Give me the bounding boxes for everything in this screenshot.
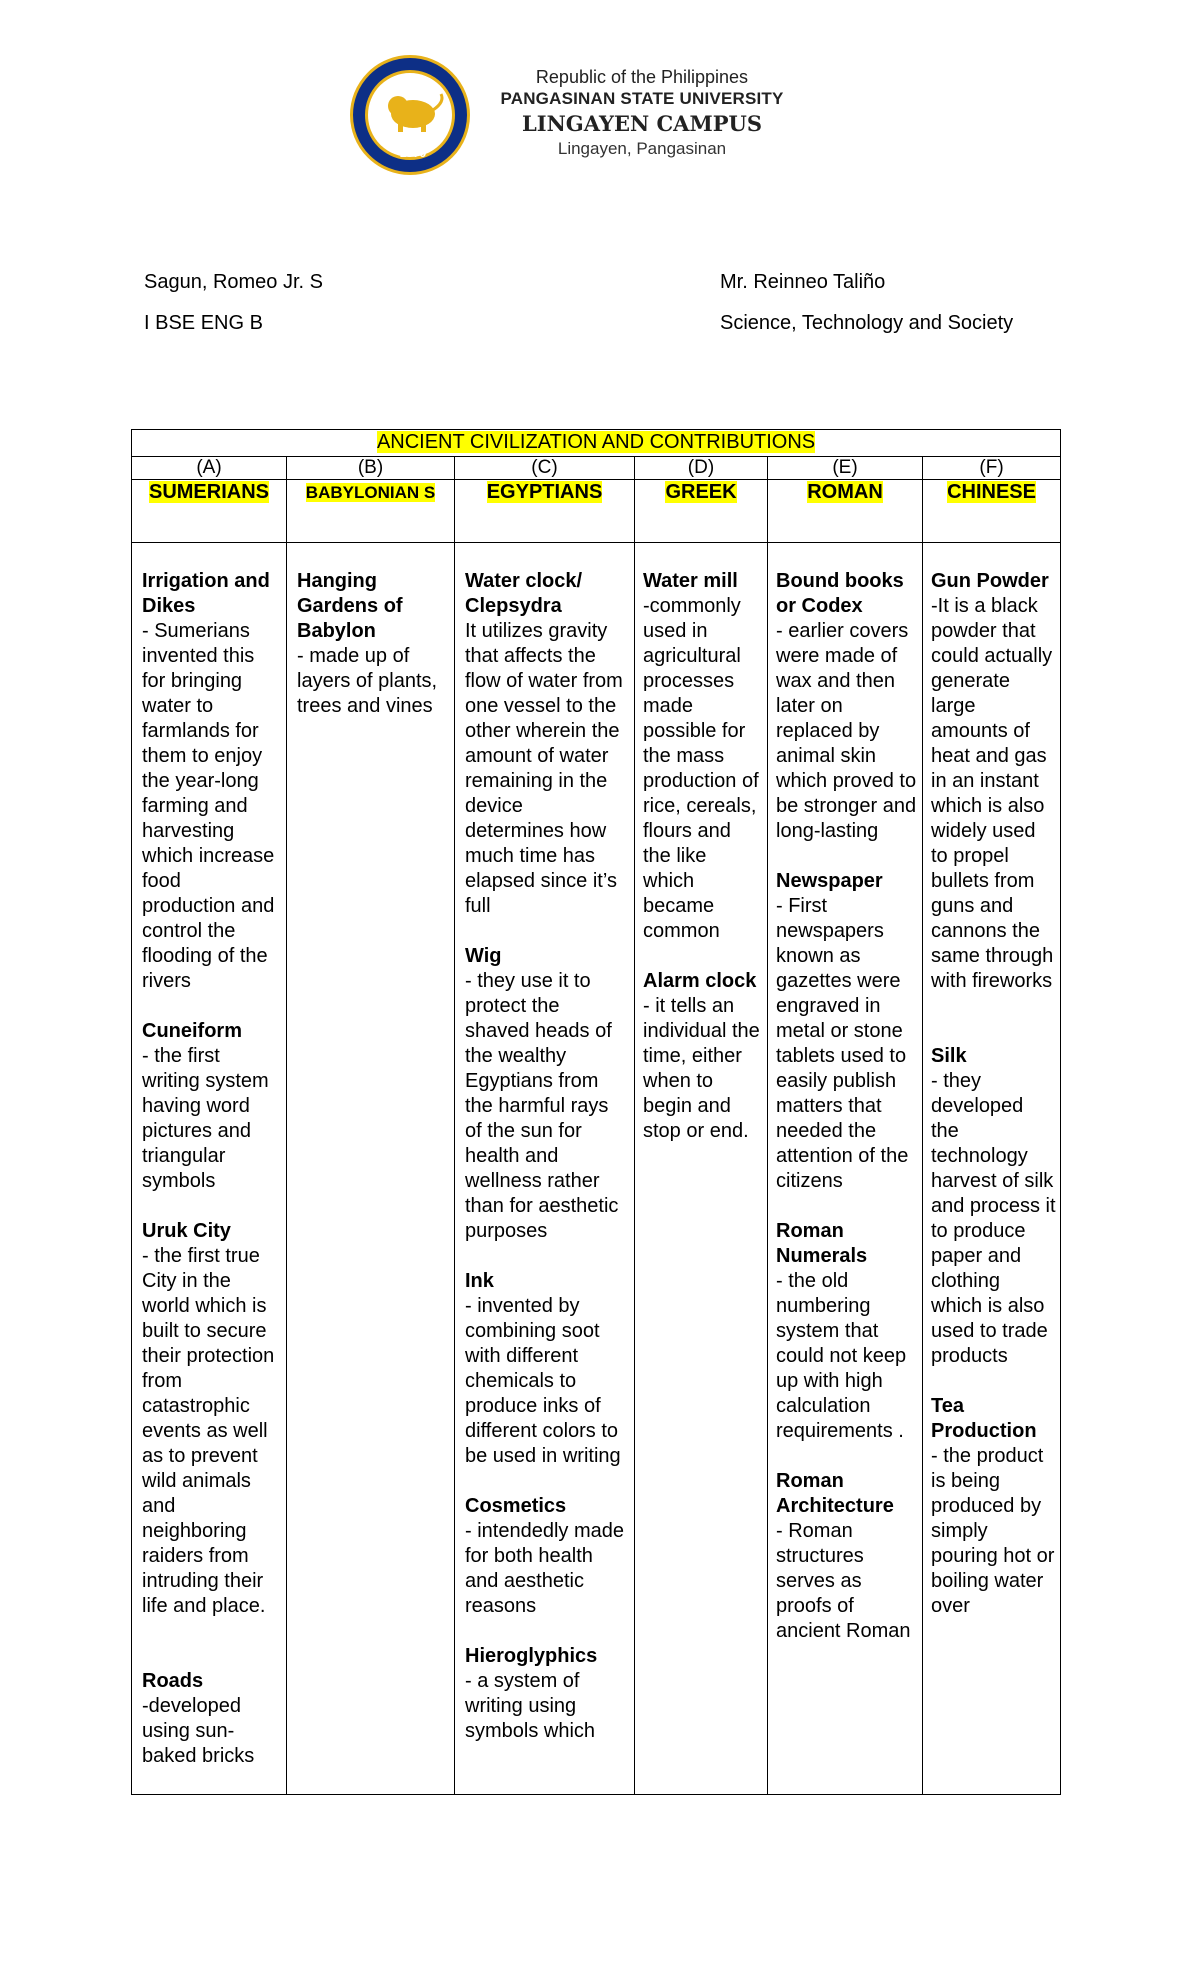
- contribution-description: - First newspapers known as gazettes were engraved in metal or stone tablets used to easily publish matters that needed the attention of the citizens: [776, 895, 909, 1192]
- contribution-title: Irrigation and Dikes: [142, 570, 270, 617]
- civilization-header-cell: [132, 480, 287, 543]
- civilization-name: CHINESE: [947, 481, 1036, 503]
- contribution-title: Newspaper: [776, 870, 883, 892]
- contribution-description: - earlier covers were made of wax and then later on replaced by animal skin which proved to be stronger and long-lasting: [776, 620, 917, 842]
- contribution-title: Alarm clock: [643, 970, 757, 992]
- student-name: Sagun, Romeo Jr. S: [144, 271, 323, 293]
- column-letter: (A): [132, 457, 287, 480]
- contribution-title: Ink: [465, 1270, 494, 1292]
- campus-location: Lingayen, Pangasinan: [557, 139, 727, 158]
- civilization-name: GREEK: [665, 481, 737, 503]
- civilization-name: BABYLONIAN S: [305, 483, 436, 502]
- contribution-title: Cosmetics: [465, 1495, 567, 1517]
- contribution-description: - a system of writing using symbols which: [465, 1670, 596, 1742]
- campus-name: LINGAYEN CAMPUS: [522, 111, 762, 136]
- contribution-description: - they use it to protect the shaved heads of the wealthy Egyptians from the harmful rays of the sun for health and wellness rather than for aesthetic purposes: [465, 970, 619, 1242]
- contribution-entry: [776, 1219, 918, 1444]
- contribution-title: Wig: [465, 945, 502, 967]
- contribution-entry: [297, 569, 444, 719]
- greek-contributions: [635, 543, 768, 1795]
- contribution-title: Cuneiform: [142, 1020, 242, 1042]
- contribution-entry: [931, 569, 1056, 994]
- contribution-title: Hieroglyphics: [465, 1645, 598, 1667]
- university-name: PANGASINAN STATE UNIVERSITY: [500, 89, 784, 108]
- lion-emblem-icon: [353, 58, 473, 178]
- column-letter: (C): [455, 457, 635, 480]
- civilization-header-cell: [287, 480, 455, 543]
- contribution-title: Uruk City: [142, 1220, 231, 1242]
- contribution-description: -It is a black powder that could actually generate large amounts of heat and gas in an instant which is also widely used to propel bullets from guns and cannons the same through with fireworks: [931, 595, 1054, 992]
- civilization-table: [131, 429, 1061, 1795]
- contribution-entry: [142, 1669, 276, 1769]
- contribution-entry: [465, 1644, 624, 1744]
- instructor-name: Mr. Reinneo Taliño: [720, 271, 886, 293]
- babylonians-contributions: [287, 543, 455, 1795]
- contribution-entry: [776, 1469, 918, 1644]
- contribution-title: Hanging Gardens of Babylon: [297, 570, 403, 642]
- contribution-description: - intendedly made for both health and aesthetic reasons: [465, 1520, 624, 1617]
- contribution-entry: [142, 1219, 276, 1619]
- subject-name: Science, Technology and Society: [720, 312, 1014, 334]
- contribution-description: - invented by combining soot with different chemicals to produce inks of different colors to be used in writing: [465, 1295, 621, 1467]
- column-letter: (D): [635, 457, 768, 480]
- republic-line: Republic of the Philippines: [535, 67, 749, 87]
- contribution-description: - made up of layers of plants, trees and vines: [297, 645, 438, 717]
- civilization-name: ROMAN: [807, 481, 883, 503]
- contribution-description: - they developed the technology harvest of silk and process it to produce paper and clothing which is also used to trade products: [931, 1070, 1056, 1367]
- column-letter: (F): [923, 457, 1061, 480]
- civilization-name: SUMERIANS: [148, 481, 269, 503]
- contribution-entry: [643, 569, 763, 944]
- contribution-entry: [931, 1394, 1056, 1619]
- sumerians-contributions: [132, 543, 287, 1795]
- civilization-header-cell: [923, 480, 1061, 543]
- seal-year: 1979: [399, 146, 427, 160]
- roman-contributions: [768, 543, 923, 1795]
- contribution-description: - Roman structures serves as proofs of ancient Roman: [776, 1520, 911, 1642]
- contribution-title: Water clock/ Clepsydra: [465, 570, 583, 617]
- contribution-entry: [776, 569, 918, 844]
- table-title: ANCIENT CIVILIZATION AND CONTRIBUTIONS: [376, 431, 816, 453]
- contribution-entry: [142, 569, 276, 994]
- contribution-title: Tea Production: [931, 1395, 1037, 1442]
- column-letter: (B): [287, 457, 455, 480]
- contribution-description: -commonly used in agricultural processes made possible for the mass production of rice, cereals, flours and the like which became common: [643, 595, 759, 942]
- contribution-description: It utilizes gravity that affects the flow of water from one vessel to the other wherein the amount of water remaining in the device determines how much time has elapsed since it’s full: [465, 620, 623, 917]
- civilization-name: EGYPTIANS: [486, 481, 603, 503]
- contribution-description: - it tells an individual the time, either when to begin and stop or end.: [643, 995, 760, 1142]
- contribution-title: Roman Architecture: [776, 1470, 894, 1517]
- contribution-description: - the first writing system having word pictures and triangular symbols: [142, 1045, 269, 1192]
- civilization-header-cell: [768, 480, 923, 543]
- contribution-title: Water mill: [643, 570, 738, 592]
- letterhead-text: [492, 66, 792, 160]
- university-seal-logo: [350, 55, 470, 175]
- contribution-title: Roads: [142, 1670, 204, 1692]
- contribution-entry: [931, 1044, 1056, 1369]
- table-title-cell: [132, 430, 1061, 457]
- egyptians-contributions: [455, 543, 635, 1795]
- contribution-title: Silk: [931, 1045, 967, 1067]
- contribution-title: Gun Powder: [931, 570, 1049, 592]
- civilization-header-cell: [635, 480, 768, 543]
- contribution-description: -developed using sun-baked bricks: [142, 1695, 255, 1767]
- contribution-title: Roman Numerals: [776, 1220, 868, 1267]
- contribution-description: - the product is being produced by simply pouring hot or boiling water over: [931, 1445, 1055, 1617]
- column-letter: (E): [768, 457, 923, 480]
- contribution-description: - Sumerians invented this for bringing water to farmlands for them to enjoy the year-long farming and harvesting which increase food production and control the flooding of the rivers: [142, 620, 275, 992]
- contribution-entry: [465, 944, 624, 1244]
- contribution-entry: [465, 569, 624, 919]
- contribution-entry: [465, 1269, 624, 1469]
- civilization-header-cell: [455, 480, 635, 543]
- student-section: I BSE ENG B: [144, 312, 263, 334]
- contribution-entry: [643, 969, 763, 1144]
- contribution-entry: [465, 1494, 624, 1619]
- contribution-description: - the old numbering system that could not keep up with high calculation requirements .: [776, 1270, 907, 1442]
- contribution-entry: [142, 1019, 276, 1194]
- contribution-description: - the first true City in the world which is built to secure their protection from catastrophic events as well as to prevent wild animals and neighboring raiders from intruding their life and place.: [142, 1245, 275, 1617]
- chinese-contributions: [923, 543, 1061, 1795]
- contribution-entry: [776, 869, 918, 1194]
- contribution-title: Bound books or Codex: [776, 570, 904, 617]
